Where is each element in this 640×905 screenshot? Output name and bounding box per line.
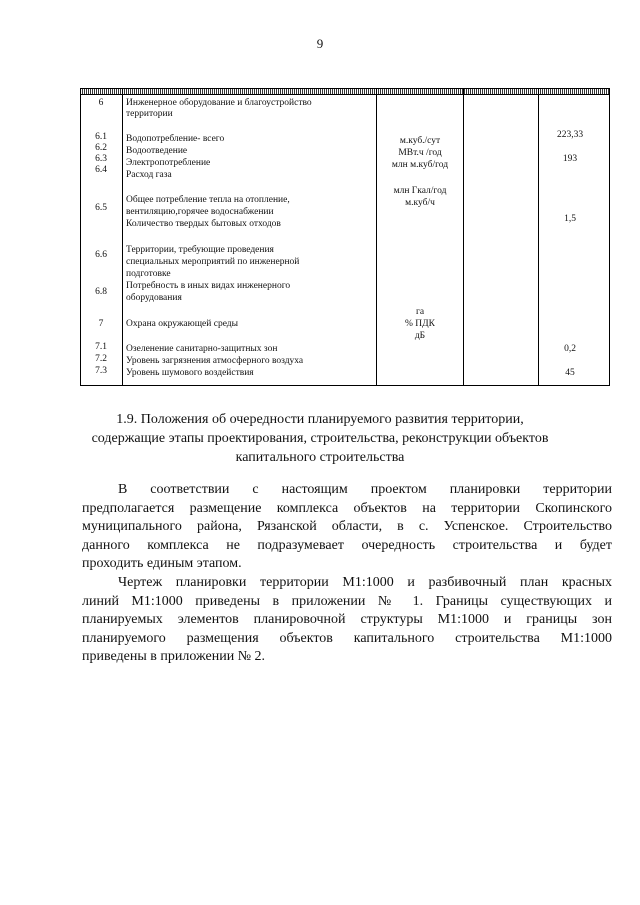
paragraph-line: предполагается размещение комплекса объектов на территории Скопинского — [82, 500, 612, 516]
row-num: 7.3 — [95, 366, 107, 376]
row-name-line: Уровень шумового воздействия — [126, 368, 254, 378]
row-unit: дБ — [414, 331, 426, 341]
row-num: 6.5 — [95, 203, 107, 213]
row-num: 6.4 — [95, 165, 107, 175]
row-unit: га — [415, 307, 425, 317]
paragraph-line: проходить единым этапом. — [82, 556, 242, 571]
row-num: 6.1 — [95, 132, 107, 142]
table-top-border — [80, 88, 610, 95]
row-name-line: Потребность в иных видах инженерного — [126, 281, 291, 291]
paragraph-line: муниципального района, Рязанской области, в с. Успенское. Строительство — [82, 519, 612, 534]
paragraph-line: приведены в приложении № 2. — [82, 649, 266, 664]
row-name-line: Количество твердых бытовых отходов — [126, 219, 281, 229]
row-num: 6.3 — [95, 154, 107, 164]
row-name-line: Общее потребление тепла на отопление, — [126, 195, 290, 205]
table-border-left — [80, 88, 81, 386]
page-number: 9 — [316, 36, 324, 51]
row-name-line: Электропотребление — [126, 158, 211, 168]
row-name-line: подготовке — [126, 269, 171, 279]
section-heading — [0, 410, 640, 467]
paragraph-2 — [82, 574, 612, 667]
row-name-line: Охрана окружающей среды — [126, 319, 239, 329]
row-name-line: Территории, требующие проведения — [126, 245, 274, 255]
row-name-line: Расход газа — [126, 170, 172, 180]
row-num: 7 — [98, 319, 104, 329]
table-divider-col4 — [538, 88, 539, 386]
heading-line: 1.9. Положения об очередности планируемого развития территории, — [116, 412, 524, 427]
row-name-line: территории — [126, 109, 173, 119]
paragraph-line: данного комплекса не подразумевает очередность строительства и будет — [82, 537, 612, 553]
row-name-line: Водопотребление- всего — [126, 134, 225, 144]
row-name-line: Озеленение санитарно-защитных зон — [126, 344, 278, 354]
row-value: 45 — [565, 368, 575, 378]
heading-line: содержащие этапы проектирования, строительства, реконструкции объектов — [91, 431, 549, 446]
row-name-line: Водоотведение — [126, 146, 188, 156]
row-value: 0,2 — [564, 344, 576, 354]
row-unit: м.куб./сут — [399, 136, 441, 146]
row-num: 7.2 — [95, 354, 107, 364]
row-name-line: специальных мероприятий по инженерной — [126, 257, 300, 267]
paragraph-line: В соответствии с настоящим проектом планировки территории — [118, 482, 612, 497]
row-num: 6.8 — [95, 287, 107, 297]
row-name-line: вентиляцию,горячее водоснабжении — [126, 207, 274, 217]
row-unit: % ПДК — [405, 319, 435, 329]
row-name-line: оборудования — [126, 293, 182, 303]
paragraph-1 — [82, 481, 612, 574]
row-num: 7.1 — [95, 342, 107, 352]
row-unit: млн м.куб/год — [391, 160, 449, 170]
row-name-line: Инженерное оборудование и благоустройство — [126, 98, 312, 108]
indicators-table — [80, 88, 610, 386]
row-value: 223,33 — [556, 130, 584, 140]
paragraph-line: планируемого размещения объектов капитального строительства М1:1000 — [82, 630, 612, 646]
table-border-right — [609, 88, 610, 386]
row-num: 6.6 — [95, 250, 107, 260]
row-num: 6 — [98, 98, 104, 108]
table-divider-num — [122, 88, 123, 386]
row-num: 6.2 — [95, 143, 107, 153]
paragraph-line: Чертеж планировки территории М1:1000 и разбивочный план красных — [118, 575, 612, 590]
row-value: 193 — [562, 154, 578, 164]
row-value: 1,5 — [564, 214, 576, 224]
paragraph-line: планируемых элементов планировочной структуры М1:1000 и границы зон — [82, 612, 612, 627]
row-unit: м.куб/ч — [405, 198, 435, 208]
paragraph-line: линий М1:1000 приведены в приложении № 1. Границы существующих и — [82, 593, 612, 609]
row-unit: МВт.ч /год — [398, 148, 442, 158]
row-unit: млн Гкал/год — [393, 186, 447, 196]
table-bottom-border — [80, 385, 610, 386]
heading-line: капитального строительства — [235, 450, 405, 465]
row-name-line: Уровень загрязнения атмосферного воздуха — [126, 356, 304, 366]
